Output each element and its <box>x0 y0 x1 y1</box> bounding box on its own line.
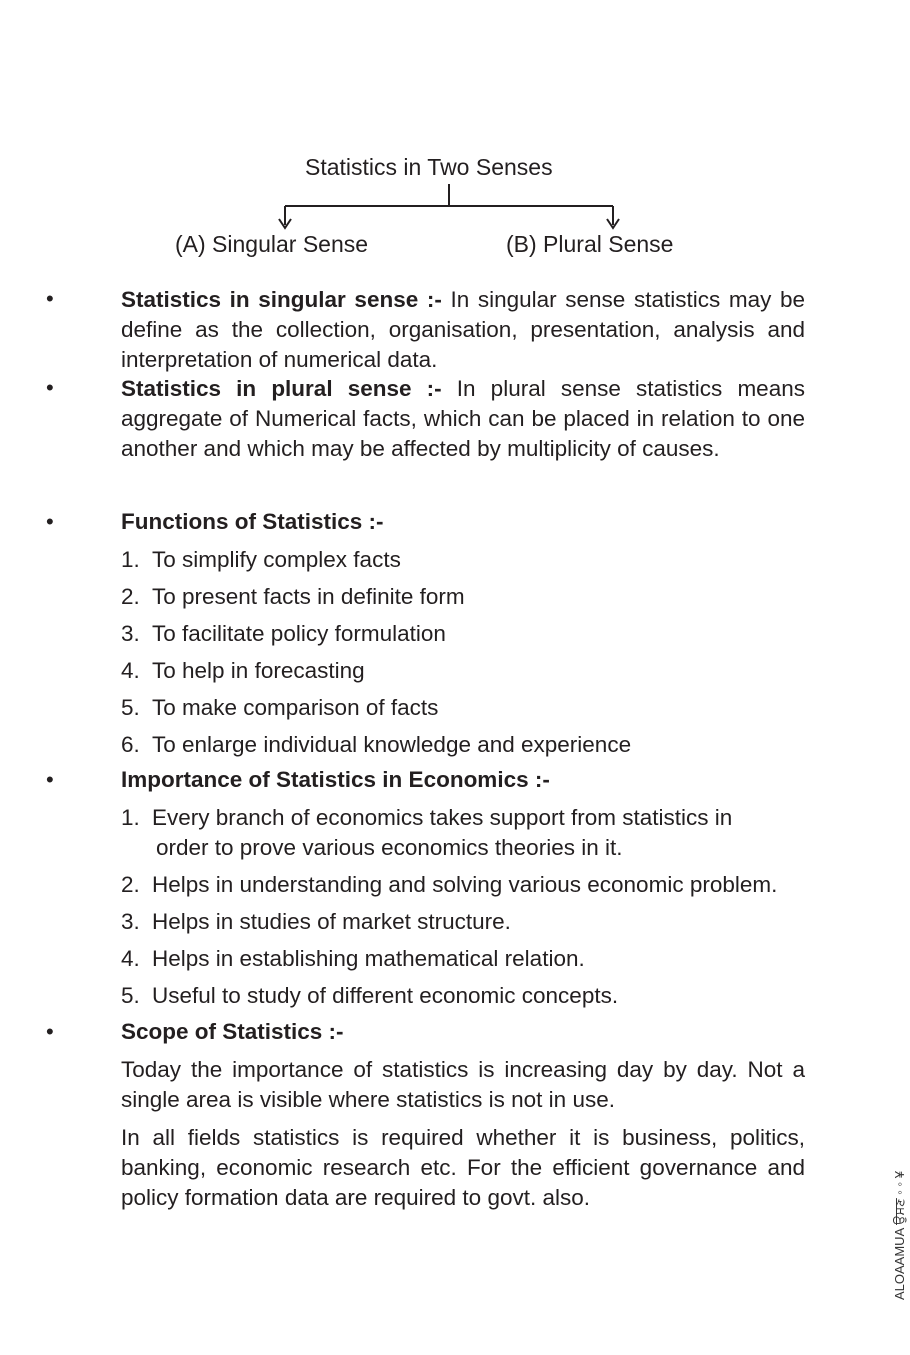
bullet-icon: • <box>46 375 54 400</box>
diagram-title: Statistics in Two Senses <box>305 154 553 180</box>
plural-sense-text: In plural sense statistics means aggregate of Numerical facts, which can be placed in relation to one another and which may be affected by multiplicity of causes. <box>121 376 805 461</box>
list-item: 4. Helps in establishing mathematical relation. <box>121 946 585 971</box>
diagram-left-node: (A) Singular Sense <box>175 231 369 257</box>
importance-heading: Importance of Statistics in Economics :- <box>121 767 550 792</box>
list-item: 5. To make comparison of facts <box>121 695 439 720</box>
list-item: 1. To simplify complex facts <box>121 547 401 572</box>
bullet-icon: • <box>46 1019 54 1044</box>
list-item: 3. To facilitate policy formulation <box>121 621 446 646</box>
plural-sense-paragraph <box>121 374 805 464</box>
list-item: 4. To help in forecasting <box>121 658 365 683</box>
diagram-connector-lines <box>0 0 910 260</box>
list-item: 2. Helps in understanding and solving various economic problem. <box>121 872 778 897</box>
functions-heading: Functions of Statistics :- <box>121 509 384 534</box>
bullet-icon: • <box>46 286 54 311</box>
side-vertical-text: ALOAAMUA ਉਸਣ ◦ ◦ ¥ <box>892 1171 907 1300</box>
singular-sense-label: Statistics in singular sense :- <box>121 287 442 312</box>
singular-sense-text: In singular sense statistics may be define as the collection, organisation, presentation, analysis and interpretation of numerical data. <box>121 287 805 372</box>
scope-paragraph-2: In all fields statistics is required whether it is business, politics, banking, economic research etc. For the efficient governance and policy formation data are required to govt. also. <box>121 1125 805 1210</box>
scope-paragraph-1: Today the importance of statistics is increasing day by day. Not a single area is visible where statistics is not in use. <box>121 1057 805 1112</box>
bullet-icon: • <box>46 767 54 792</box>
list-item: 3. Helps in studies of market structure. <box>121 909 511 934</box>
list-item: 6. To enlarge individual knowledge and experience <box>121 732 632 757</box>
list-item: 2. To present facts in definite form <box>121 584 465 609</box>
bullet-icon: • <box>46 509 54 534</box>
list-item: 1. Every branch of economics takes support from statistics in order to prove various economics theories in it. <box>121 805 733 860</box>
scope-heading: Scope of Statistics :- <box>121 1019 344 1044</box>
singular-sense-paragraph <box>121 285 805 375</box>
list-item: 5. Useful to study of different economic concepts. <box>121 983 619 1008</box>
diagram-right-node: (B) Plural Sense <box>506 231 674 257</box>
plural-sense-label: Statistics in plural sense :- <box>121 376 442 401</box>
